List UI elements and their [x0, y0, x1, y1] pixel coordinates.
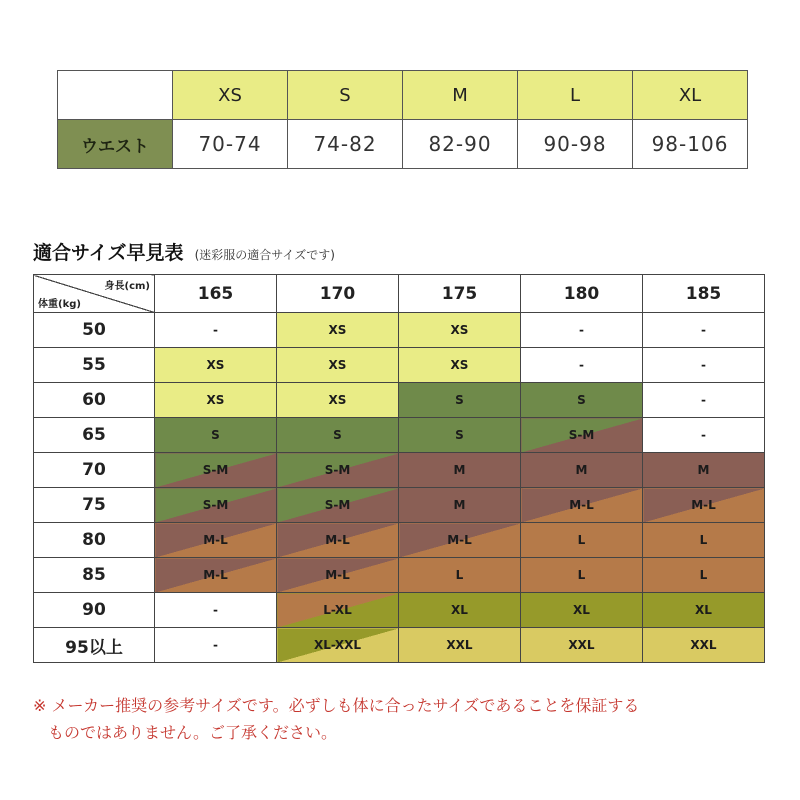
- waist-size-table: [57, 70, 748, 169]
- height-header: 185: [643, 275, 765, 313]
- size-cell: XS: [277, 383, 399, 418]
- size-cell: L: [643, 523, 765, 558]
- weight-row: [34, 558, 765, 593]
- size-cell: XXL: [399, 628, 521, 663]
- size-cell: XS: [277, 313, 399, 348]
- weight-row: [34, 418, 765, 453]
- weight-axis-label: 体重(kg): [38, 299, 81, 310]
- size-cell: XS: [399, 313, 521, 348]
- size-cell: S-M: [155, 453, 277, 488]
- weight-label: 95以上: [34, 628, 155, 663]
- size-cell: S-M: [155, 488, 277, 523]
- disclaimer-line-1: ※ メーカー推奨の参考サイズです。必ずしも体に合ったサイズであることを保証する: [33, 696, 640, 715]
- size-cell: S-M: [277, 453, 399, 488]
- size-cell: M: [643, 453, 765, 488]
- height-axis-label: 身長(cm): [104, 281, 150, 292]
- size-cell: XL: [643, 593, 765, 628]
- size-cell: -: [521, 348, 643, 383]
- size-cell: L-XL: [277, 593, 399, 628]
- waist-row-label: ウエスト: [58, 120, 173, 169]
- size-cell: -: [643, 348, 765, 383]
- size-cell: -: [155, 628, 277, 663]
- size-cell: S-M: [277, 488, 399, 523]
- weight-label: 55: [34, 348, 155, 383]
- size-cell: XS: [155, 348, 277, 383]
- weight-label: 70: [34, 453, 155, 488]
- height-header: 165: [155, 275, 277, 313]
- size-cell: -: [643, 383, 765, 418]
- waist-value-row: [58, 120, 748, 169]
- fit-chart-title: 適合サイズ早見表: [33, 242, 184, 264]
- height-header-row: [34, 275, 765, 313]
- height-header: 175: [399, 275, 521, 313]
- waist-table-corner: [58, 71, 173, 120]
- size-cell: L: [399, 558, 521, 593]
- weight-label: 75: [34, 488, 155, 523]
- height-header: 170: [277, 275, 399, 313]
- size-cell: XL: [399, 593, 521, 628]
- weight-label: 65: [34, 418, 155, 453]
- size-cell: L: [643, 558, 765, 593]
- weight-row: [34, 523, 765, 558]
- size-cell: M: [521, 453, 643, 488]
- fit-chart-heading: [33, 238, 335, 265]
- size-cell: S: [399, 383, 521, 418]
- waist-value: 98-106: [633, 120, 748, 169]
- waist-size-header: XS: [173, 71, 288, 120]
- waist-value: 90-98: [518, 120, 633, 169]
- weight-label: 90: [34, 593, 155, 628]
- size-cell: -: [521, 313, 643, 348]
- size-cell: S: [277, 418, 399, 453]
- fit-chart-corner: [34, 275, 155, 313]
- waist-header-row: [58, 71, 748, 120]
- size-cell: M: [399, 488, 521, 523]
- waist-value: 70-74: [173, 120, 288, 169]
- weight-row: [34, 628, 765, 663]
- size-cell: -: [643, 313, 765, 348]
- weight-row: [34, 348, 765, 383]
- size-cell: S: [521, 383, 643, 418]
- disclaimer-line-2: ものではありません。ご了承ください。: [48, 723, 337, 742]
- weight-row: [34, 383, 765, 418]
- waist-size-header: S: [288, 71, 403, 120]
- size-cell: L: [521, 523, 643, 558]
- size-cell: XL: [521, 593, 643, 628]
- size-cell: M-L: [155, 558, 277, 593]
- fit-size-chart: [33, 274, 765, 663]
- size-cell: M-L: [277, 558, 399, 593]
- weight-label: 85: [34, 558, 155, 593]
- size-cell: M-L: [399, 523, 521, 558]
- size-cell: XS: [155, 383, 277, 418]
- weight-label: 60: [34, 383, 155, 418]
- fit-chart-body: [34, 313, 765, 663]
- waist-size-header: M: [403, 71, 518, 120]
- waist-size-header: L: [518, 71, 633, 120]
- fit-chart-subtitle: (迷彩服の適合サイズです): [194, 248, 335, 262]
- size-cell: -: [643, 418, 765, 453]
- size-cell: XS: [277, 348, 399, 383]
- weight-row: [34, 488, 765, 523]
- size-cell: M-L: [521, 488, 643, 523]
- size-cell: XS: [399, 348, 521, 383]
- waist-size-header: XL: [633, 71, 748, 120]
- height-header: 180: [521, 275, 643, 313]
- size-cell: XXL: [521, 628, 643, 663]
- size-cell: M-L: [643, 488, 765, 523]
- size-cell: M: [399, 453, 521, 488]
- weight-label: 50: [34, 313, 155, 348]
- weight-row: [34, 313, 765, 348]
- size-cell: -: [155, 313, 277, 348]
- size-cell: S-M: [521, 418, 643, 453]
- waist-value: 82-90: [403, 120, 518, 169]
- waist-value: 74-82: [288, 120, 403, 169]
- size-cell: L: [521, 558, 643, 593]
- size-cell: M-L: [155, 523, 277, 558]
- size-cell: -: [155, 593, 277, 628]
- size-cell: XXL: [643, 628, 765, 663]
- disclaimer-note: [33, 692, 773, 746]
- weight-row: [34, 453, 765, 488]
- weight-row: [34, 593, 765, 628]
- size-cell: S: [155, 418, 277, 453]
- weight-label: 80: [34, 523, 155, 558]
- size-cell: M-L: [277, 523, 399, 558]
- size-cell: S: [399, 418, 521, 453]
- size-cell: XL-XXL: [277, 628, 399, 663]
